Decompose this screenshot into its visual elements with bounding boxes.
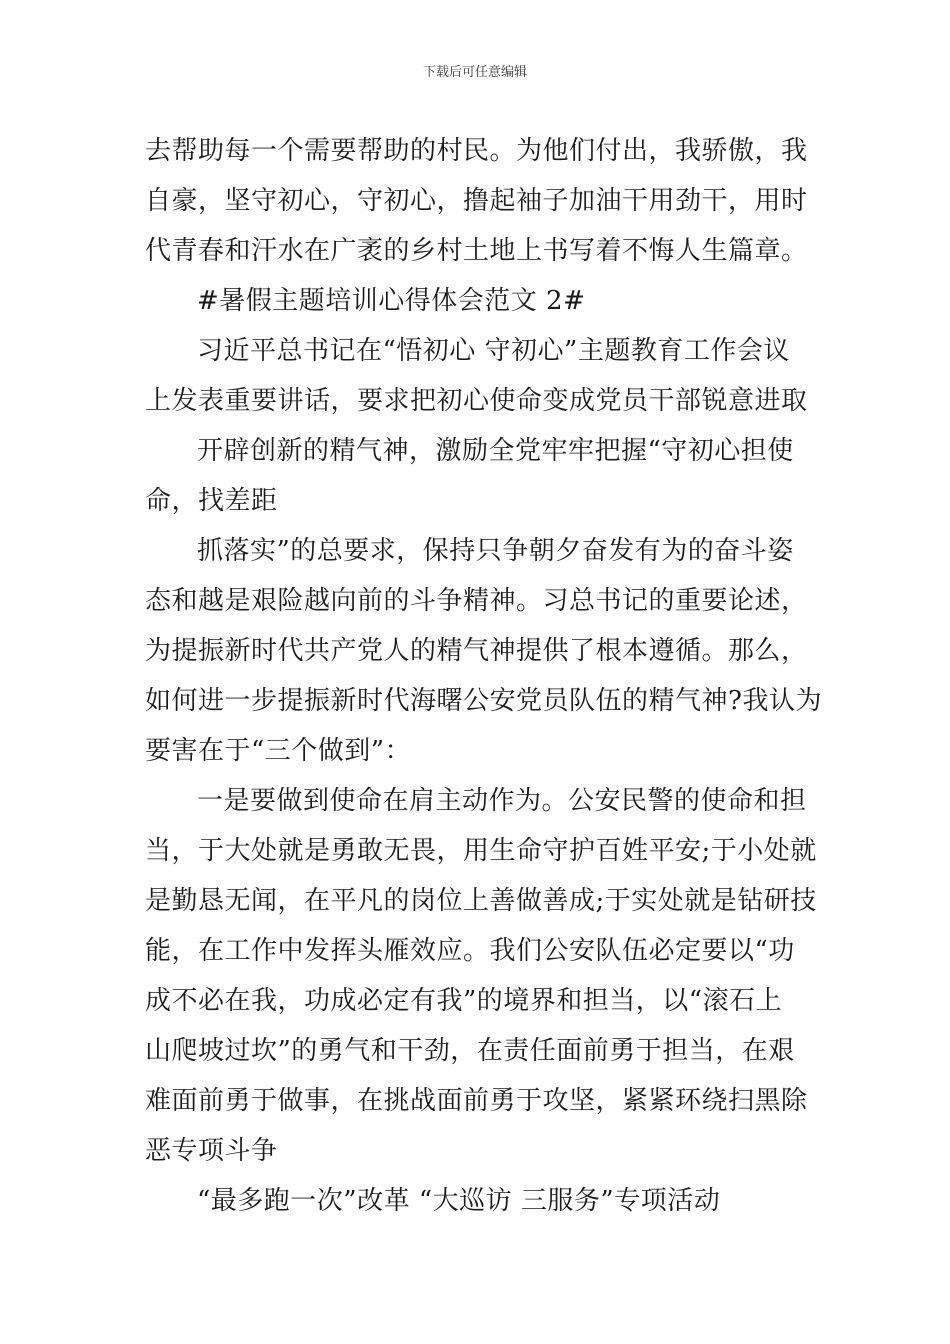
text-line: 上发表重要讲话，要求把初心使命变成党员干部锐意进取	[145, 386, 808, 416]
text-line: 自豪，坚守初心，守初心，撸起袖子加油干用劲干，用时	[145, 186, 808, 216]
text-line: 能，在工作中发挥头雁效应。我们公安队伍必定要以“功	[145, 936, 795, 966]
text-line: “最多跑一次”改革 “大巡访 三服务”专项活动	[197, 1186, 721, 1216]
section-heading: #暑假主题培训心得体会范文 2#	[197, 286, 586, 316]
text-line: 态和越是艰险越向前的斗争精神。习总书记的重要论述，	[145, 586, 808, 616]
text-line: 代青春和汗水在广袤的乡村土地上书写着不悔人生篇章。	[145, 236, 808, 266]
text-line: 命，找差距	[145, 486, 278, 516]
text-line: 开辟创新的精气神，激励全党牢牢把握“守初心担使	[197, 436, 794, 466]
text-line: 抓落实”的总要求，保持只争朝夕奋发有为的奋斗姿	[197, 536, 794, 566]
text-line: 山爬坡过坎”的勇气和干劲，在责任面前勇于担当，在艰	[145, 1036, 795, 1066]
text-line: 如何进一步提振新时代海曙公安党员队伍的精气神?我认为	[145, 686, 822, 716]
text-line: 去帮助每一个需要帮助的村民。为他们付出，我骄傲，我	[145, 136, 808, 166]
text-line: 习近平总书记在“悟初心 守初心”主题教育工作会议	[197, 336, 790, 366]
text-line: 是勤恳无闻，在平凡的岗位上善做善成;于实处就是钻研技	[145, 886, 817, 916]
text-line: 一是要做到使命在肩主动作为。公安民警的使命和担	[197, 786, 807, 816]
text-line: 要害在于“三个做到”：	[145, 736, 412, 766]
text-line: 恶专项斗争	[145, 1136, 278, 1166]
text-line: 成不必在我，功成必定有我”的境界和担当，以“滚石上	[145, 986, 783, 1016]
text-line: 为提振新时代共产党人的精气神提供了根本遵循。那么，	[145, 636, 808, 666]
document-body	[145, 126, 822, 1226]
text-line: 当，于大处就是勇敢无畏，用生命守护百姓平安;于小处就	[145, 836, 817, 866]
page-header: 下载后可任意编辑	[422, 65, 527, 80]
text-line: 难面前勇于做事，在挑战面前勇于攻坚，紧紧环绕扫黑除	[145, 1086, 808, 1116]
